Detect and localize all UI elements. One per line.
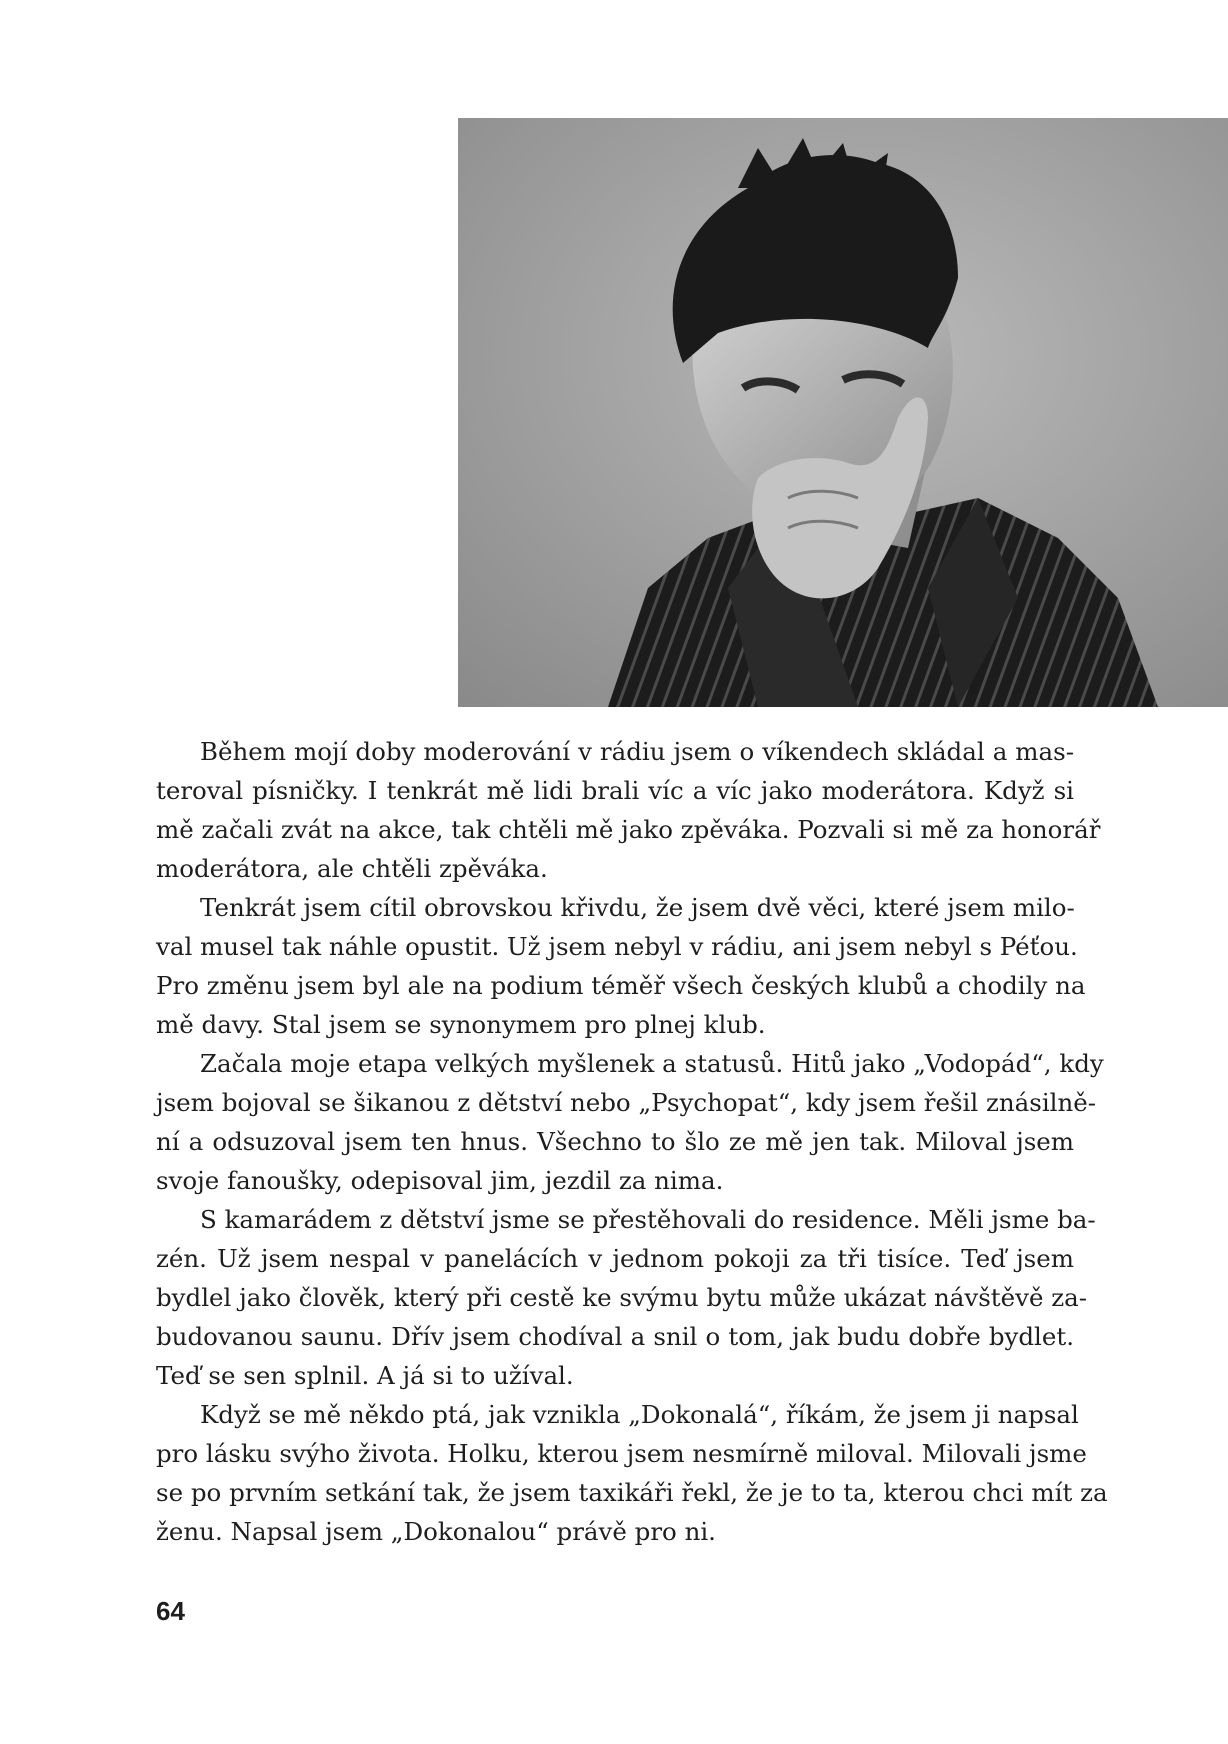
text-line: svoje fanoušky, odepisoval jim, jezdil za nima. bbox=[156, 1166, 724, 1195]
page-number: 64 bbox=[156, 1596, 185, 1626]
paragraph bbox=[156, 1044, 1104, 1200]
text-line: pro lásku svýho života. Holku, kterou jsem nesmírně miloval. Milovali jsme bbox=[156, 1439, 1087, 1468]
paragraph bbox=[156, 888, 1086, 1044]
text-line: teroval písničky. I tenkrát mě lidi brali víc a víc jako moderátora. Když si bbox=[156, 776, 1074, 805]
paragraph bbox=[156, 732, 1101, 888]
body-text bbox=[156, 732, 1108, 1551]
text-line: Tenkrát jsem cítil obrovskou křivdu, že jsem dvě věci, které jsem milo- bbox=[200, 893, 1075, 922]
text-line: Teď se sen splnil. A já si to užíval. bbox=[156, 1361, 574, 1390]
text-line: val musel tak náhle opustit. Už jsem nebyl v rádiu, ani jsem nebyl s Péťou. bbox=[156, 932, 1078, 961]
portrait-photo bbox=[458, 118, 1228, 707]
text-line: se po prvním setkání tak, že jsem taxikáři řekl, že je to ta, kterou chci mít za bbox=[156, 1478, 1108, 1507]
text-line: ženu. Napsal jsem „Dokonalou“ právě pro ni. bbox=[156, 1517, 716, 1546]
text-line: Začala moje etapa velkých myšlenek a statusů. Hitů jako „Vodopád“, kdy bbox=[200, 1049, 1104, 1078]
text-line: moderátora, ale chtěli zpěváka. bbox=[156, 854, 548, 883]
text-line: bydlel jako člověk, který při cestě ke svýmu bytu může ukázat návštěvě za- bbox=[156, 1283, 1088, 1312]
text-line: S kamarádem z dětství jsme se přestěhovali do residence. Měli jsme ba- bbox=[200, 1205, 1096, 1234]
text-line: ní a odsuzoval jsem ten hnus. Všechno to šlo ze mě jen tak. Miloval jsem bbox=[156, 1127, 1074, 1156]
paragraph bbox=[156, 1200, 1096, 1395]
text-line: zén. Už jsem nespal v panelácích v jednom pokoji za tři tisíce. Teď jsem bbox=[156, 1244, 1074, 1273]
text-line: Během mojí doby moderování v rádiu jsem o víkendech skládal a mas- bbox=[200, 737, 1074, 766]
text-line: Pro změnu jsem byl ale na podium téměř všech českých klubů a chodily na bbox=[156, 971, 1086, 1000]
text-line: Když se mě někdo ptá, jak vznikla „Dokonalá“, říkám, že jsem ji napsal bbox=[200, 1400, 1079, 1429]
text-line: budovanou saunu. Dřív jsem chodíval a snil o tom, jak budu dobře bydlet. bbox=[156, 1322, 1074, 1351]
text-line: jsem bojoval se šikanou z dětství nebo „Psychopat“, kdy jsem řešil znásilně- bbox=[156, 1088, 1097, 1117]
text-line: mě davy. Stal jsem se synonymem pro plnej klub. bbox=[156, 1010, 766, 1039]
paragraph bbox=[156, 1395, 1108, 1551]
text-line: mě začali zvát na akce, tak chtěli mě jako zpěváka. Pozvali si mě za honorář bbox=[156, 815, 1101, 844]
